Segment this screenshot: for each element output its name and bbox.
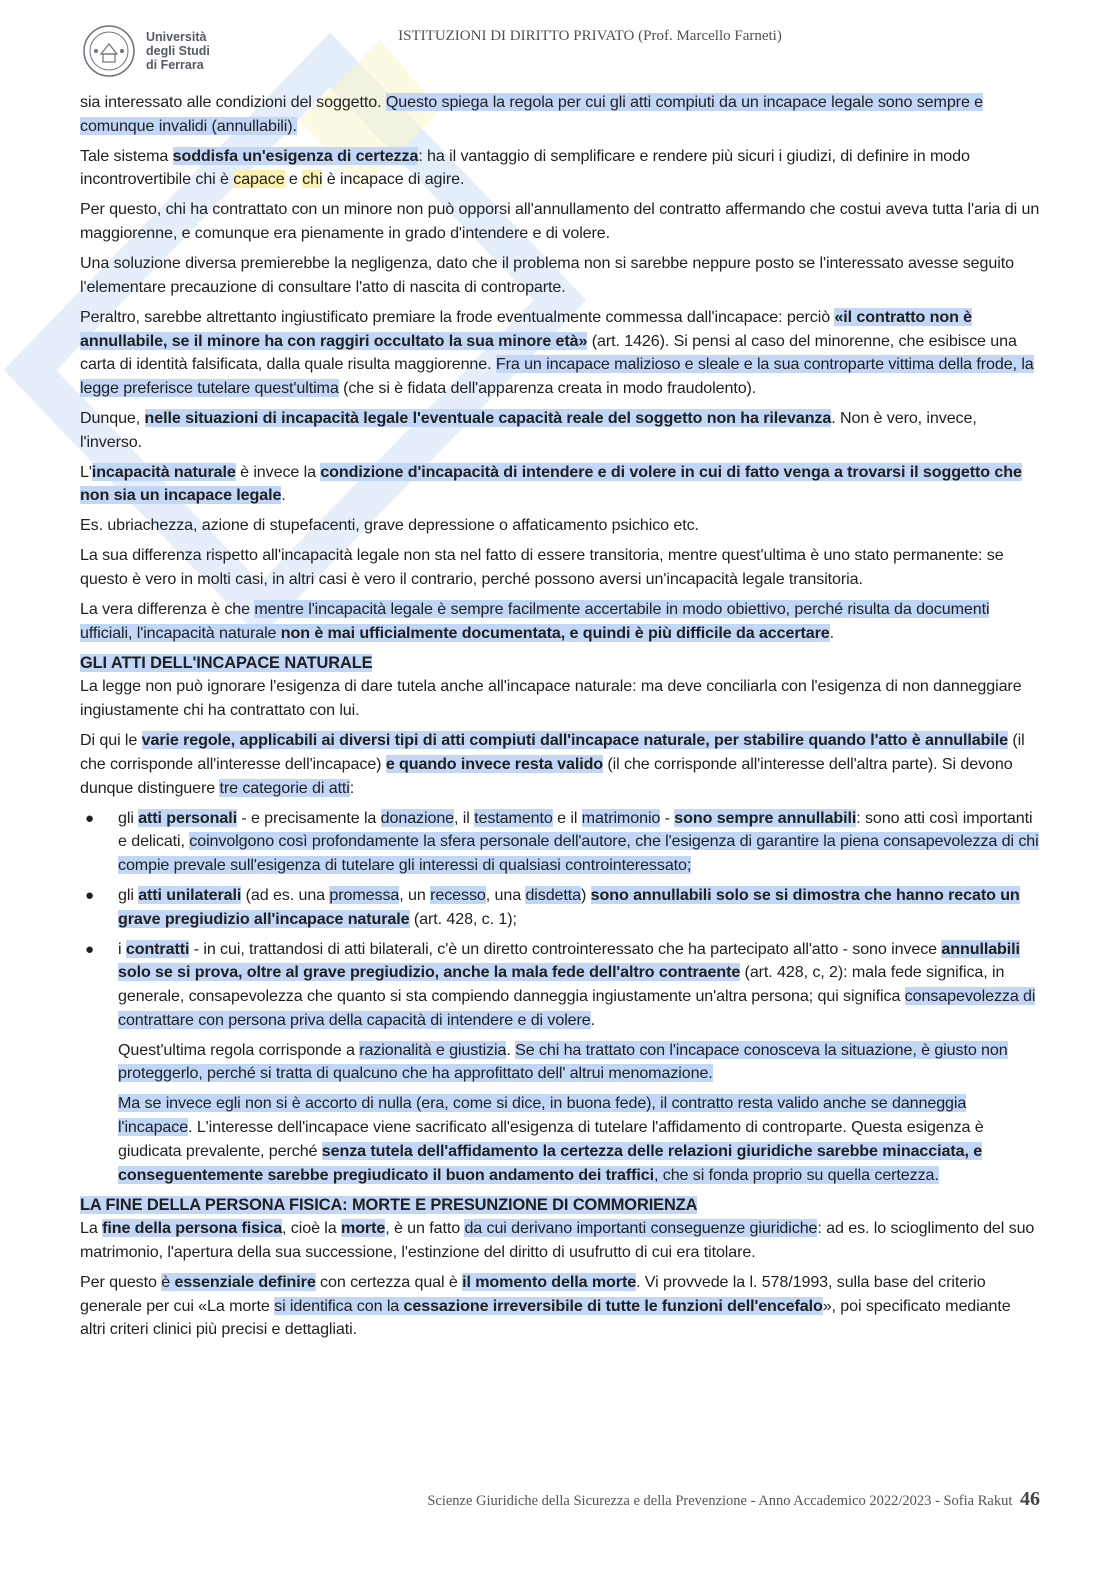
footer-text: Scienze Giuridiche della Sicurezza e della Prevenzione - Anno Accademico 2022/2023 - Sofia Rakut xyxy=(427,1493,1013,1509)
paragraph: Peraltro, sarebbe altrettanto ingiustificato premiare la frode eventualmente commessa dall'incapace: perciò «il contratto non è annullabile, se il minore ha con raggiri occultato la sua minore età» (art. 1426). Si pensi al caso del minorenne, che esibisce una carta di identità falsificata, dalla quale risulta maggiorenne. Fra un incapace malizioso e sleale e la sua controparte vittima della frode, la legge preferisce tutelare quest'ultima (che si è fidata dell'apparenza creata in modo fraudolento). xyxy=(80,307,1034,397)
bullet-icon: ● xyxy=(85,886,94,904)
document-body xyxy=(80,91,1040,1348)
paragraph: La legge non può ignorare l'esigenza di dare tutela anche all'incapace naturale: ma deve conciliarla con l'esigenza di non danneggiare ingiustamente chi ha contrattato con lui. xyxy=(80,677,1022,720)
bullet-icon: ● xyxy=(85,809,94,827)
bullet-icon: ● xyxy=(85,940,94,958)
paragraph: Per questo, chi ha contrattato con un minore non può opporsi all'annullamento del contratto affermando che costui aveva tutta l'aria di un maggiorenne, e comunque era pienamente in grado d'intendere e di volere. xyxy=(80,200,1040,243)
paragraph: Una soluzione diversa premierebbe la negligenza, dato che il problema non si sarebbe neppure posto se l'interessato avesse seguito l'elementare precauzione di consultare l'atto di nascita di controparte. xyxy=(80,254,1014,296)
paragraph: Dunque, nelle situazioni di incapacità legale l'eventuale capacità reale del soggetto non ha rilevanza. Non è vero, invece, l'inverso. xyxy=(80,408,977,451)
paragraph: Quest'ultima regola corrisponde a razionalità e giustizia. Se chi ha trattato con l'incapace conosceva la situazione, è giusto non proteggerlo, perché si tratta di qualcuno che ha approfittato dell' altrui menomazione. xyxy=(118,1040,1008,1083)
paragraph: Di qui le varie regole, applicabili ai diversi tipi di atti compiuti dall'incapace naturale, per stabilire quando l'atto è annullabile (il che corrisponde all'interesse dell'incapace) e quando invece resta valido (il che corrisponde all'interesse dell'altra parte). Si devono dunque distinguere tre categorie di atti: xyxy=(80,731,1025,797)
section-heading: GLI ATTI DELL'INCAPACE NATURALE xyxy=(80,653,373,672)
list-item: ● gli atti unilaterali (ad es. una promessa, un recesso, una disdetta) sono annullabili solo se si dimostra che hanno recato un grave pregiudizio all'incapace naturale (art. 428, c. 1); xyxy=(85,885,1020,928)
page-number: 46 xyxy=(1020,1488,1040,1510)
list-item: ● gli atti personali - e precisamente la donazione, il testamento e il matrimonio - sono sempre annullabili: sono atti così importanti e delicati, coinvolgono così profondamente la sfera personale dell'autore, che l'esigenza di garantire la piena consapevolezza di chi compie prevale sull'esigenza di tutelare gli interessi di qualsiasi controinteressato; xyxy=(85,808,1039,874)
course-title: ISTITUZIONI DI DIRITTO PRIVATO (Prof. Marcello Farneti) xyxy=(398,28,782,44)
paragraph: Per questo è essenziale definire con certezza qual è il momento della morte. Vi provvede la l. 578/1993, sulla base del criterio generale per cui «La morte si identifica con la cessazione irreversibile di tutte le funzioni dell'encefalo», poi specificato mediante altri criteri clinici più precisi e dettagliati. xyxy=(80,1272,1011,1339)
paragraph: sia interessato alle condizioni del soggetto. Questo spiega la regola per cui gli atti compiuti da un incapace legale sono sempre e comunque invalidi (annullabili). xyxy=(80,93,984,135)
paragraph: L'incapacità naturale è invece la condizione d'incapacità di intendere e di volere in cui di fatto venga a trovarsi il soggetto che non sia un incapace legale. xyxy=(80,462,1022,505)
page-footer xyxy=(427,1488,1040,1511)
paragraph: La vera differenza è che mentre l'incapacità legale è sempre facilmente accertabile in modo obiettivo, perché risulta da documenti ufficiali, l'incapacità naturale non è mai ufficialmente documentata, e quindi è più difficile da accertare. xyxy=(80,600,990,642)
section-heading: LA FINE DELLA PERSONA FISICA: MORTE E PRESUNZIONE DI COMMORIENZA xyxy=(80,1195,698,1214)
university-name: Università degli Studi di Ferrara xyxy=(146,30,210,72)
paragraph: Tale sistema soddisfa un'esigenza di certezza: ha il vantaggio di semplificare e rendere più sicuri i giudizi, di definire in modo incontrovertibile chi è capace e chi è incapace di agire. xyxy=(80,146,970,189)
university-logo-icon xyxy=(82,24,136,78)
list-item: ● i contratti - in cui, trattandosi di atti bilaterali, c'è un diretto controinteressato che ha partecipato all'atto - sono invece annullabili solo se si prova, oltre al grave pregiudizio, anche la mala fede dell'altro contraente (art. 428, c, 2): mala fede significa, in generale, consapevolezza che quanto si sta compiendo danneggia ingiustamente un'altra persona; qui significa consapevolezza di contrattare con persona priva della capacità di intendere e di volere. xyxy=(85,939,1036,1029)
page-header xyxy=(80,22,1040,82)
paragraph: La sua differenza rispetto all'incapacità legale non sta nel fatto di essere transitoria, mentre quest'ultima è uno stato permanente: se questo è vero in molti casi, in altri casi è vero il contrario, perché possono aversi un'incapacità legale transitoria. xyxy=(80,546,1004,589)
paragraph: La fine della persona fisica, cioè la morte, è un fatto da cui derivano importanti conseguenze giuridiche: ad es. lo scioglimento del suo matrimonio, l'apertura della sua successione, l'estinzione del diritto di usufrutto di cui era titolare. xyxy=(80,1219,1035,1261)
paragraph: Es. ubriachezza, azione di stupefacenti, grave depressione o affaticamento psichico etc. xyxy=(80,516,699,535)
bullet-list xyxy=(80,807,1040,1033)
paragraph: Ma se invece egli non si è accorto di nulla (era, come si dice, in buona fede), il contratto resta valido anche se danneggia l'incapace. L'interesse dell'incapace viene sacrificato all'esigenza di tutelare l'affidamento di controparte. Questa esigenza è giudicata prevalente, perché senza tutela dell'affidamento la certezza delle relazioni giuridiche sarebbe minacciata, e conseguentemente sarebbe pregiudicato il buon andamento dei traffici, che si fonda proprio su quella certezza. xyxy=(118,1094,984,1184)
